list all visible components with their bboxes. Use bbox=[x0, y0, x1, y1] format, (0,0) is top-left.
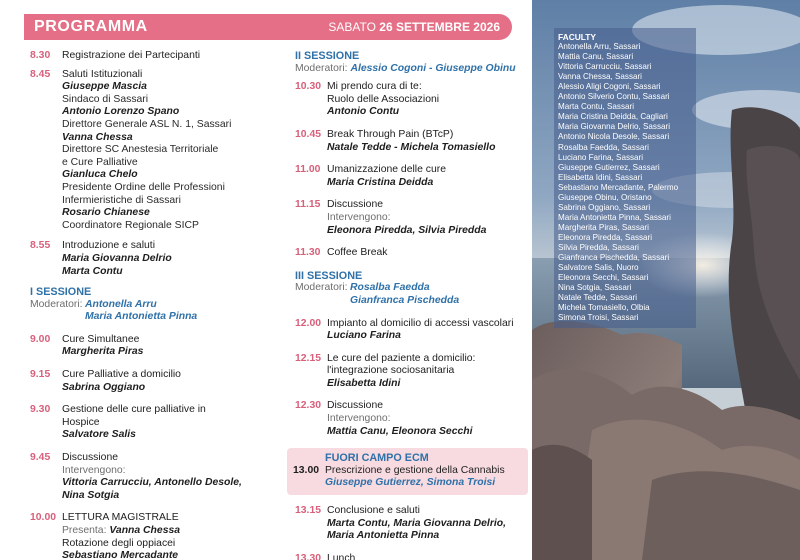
item-title: Discussione bbox=[327, 400, 384, 412]
faculty-member: Marta Contu, Sassari bbox=[558, 102, 635, 112]
speaker-role: Coordinatore Regionale SICP bbox=[62, 219, 199, 231]
item-title: Gestione delle cure palliative in bbox=[62, 404, 206, 416]
moderators bbox=[295, 282, 520, 307]
time-label: 9.45 bbox=[30, 452, 51, 464]
item-title: Coffee Break bbox=[327, 247, 388, 259]
program-column-middle bbox=[295, 50, 520, 560]
schedule-item bbox=[30, 240, 280, 278]
item-title: Cure Simultanee bbox=[62, 333, 140, 345]
time-label: 11.30 bbox=[295, 247, 321, 259]
faculty-member: Eleonora Secchi, Sassari bbox=[558, 273, 649, 283]
speaker-name: Maria Antonietta Pinna bbox=[327, 530, 440, 542]
faculty-member: Alessio Aligi Cogoni, Sassari bbox=[558, 82, 661, 92]
faculty-member: Vanna Chessa, Sassari bbox=[558, 72, 642, 82]
speaker-name: Gianluca Chelo bbox=[62, 169, 138, 181]
item-title: Break Through Pain (BTcP) bbox=[327, 128, 454, 140]
moderator-name: Gianfranca Pischedda bbox=[350, 294, 460, 306]
program-column-left bbox=[30, 50, 280, 560]
faculty-member: Silvia Piredda, Sassari bbox=[558, 242, 639, 252]
schedule-item bbox=[30, 50, 280, 63]
presenter-row bbox=[62, 525, 280, 538]
schedule-item bbox=[30, 512, 280, 560]
time-label: 13.00 bbox=[293, 464, 320, 476]
speaker-name: Nina Sotgia bbox=[62, 489, 120, 501]
time-label: 9.00 bbox=[30, 333, 51, 345]
schedule-item bbox=[293, 465, 522, 490]
speaker-name: Mattia Canu, Eleonora Secchi bbox=[327, 425, 473, 437]
item-title-line2: Hospice bbox=[62, 416, 100, 428]
speaker-name: Sabrina Oggiano bbox=[62, 381, 146, 393]
item-title-line2: Ruolo delle Associazioni bbox=[327, 93, 440, 105]
faculty-member: Maria Cristina Deidda, Cagliari bbox=[558, 112, 668, 122]
item-title: LETTURA MAGISTRALE bbox=[62, 512, 179, 524]
speaker-name: Maria Giovanna Delrio bbox=[62, 252, 172, 264]
speaker-name: Eleonora Piredda, Silvia Piredda bbox=[327, 224, 487, 236]
item-title: Introduzione e saluti bbox=[62, 240, 155, 252]
session-title: II SESSIONE bbox=[295, 50, 360, 62]
faculty-member: Elisabetta Idini, Sassari bbox=[558, 172, 643, 182]
item-title: Saluti Istituzionali bbox=[62, 68, 143, 80]
faculty-names bbox=[558, 42, 698, 323]
schedule-item bbox=[30, 404, 280, 442]
time-label: 10.30 bbox=[295, 81, 322, 93]
speaker-role: e Cure Palliative bbox=[62, 156, 138, 168]
time-label: 8.45 bbox=[30, 68, 51, 80]
time-label: 12.00 bbox=[295, 317, 322, 329]
schedule-item bbox=[295, 164, 520, 189]
speaker-role: Direttore Generale ASL N. 1, Sassari bbox=[62, 118, 232, 130]
speaker-name: Maria Cristina Deidda bbox=[327, 176, 434, 188]
speaker-role: Infermieristiche di Sassari bbox=[62, 194, 181, 206]
speaker-role: Sindaco di Sassari bbox=[62, 93, 149, 105]
moderator-name: Antonella Arru bbox=[85, 298, 157, 310]
speaker-name: Rosario Chianese bbox=[62, 207, 150, 219]
session-1 bbox=[30, 286, 280, 324]
time-label: 10.45 bbox=[295, 128, 322, 140]
faculty-member: Antonio Nicola Desole, Sassari bbox=[558, 132, 670, 142]
moderator-name: Alessio Cogoni - Giuseppe Obinu bbox=[350, 62, 516, 74]
schedule-item bbox=[30, 69, 280, 233]
item-title: Umanizzazione delle cure bbox=[327, 164, 446, 176]
schedule-item bbox=[295, 400, 520, 438]
schedule-item bbox=[30, 334, 280, 359]
item-title: Mi prendo cura di te: bbox=[327, 81, 422, 93]
intervengono-label: Intervengono: bbox=[62, 464, 126, 476]
time-label: 12.30 bbox=[295, 400, 322, 412]
faculty-member: Simona Troisi, Sassari bbox=[558, 313, 639, 323]
item-title: Impianto al domicilio di accessi vascolari bbox=[327, 317, 514, 329]
item-title: Discussione bbox=[327, 199, 384, 211]
time-label: 13.30 bbox=[295, 552, 322, 560]
intervengono-label: Intervengono: bbox=[327, 211, 391, 223]
speaker-name: Sebastiano Mercadante bbox=[62, 550, 179, 560]
speaker-name: Marta Contu bbox=[62, 265, 123, 277]
presenter-name: Vanna Chessa bbox=[109, 525, 181, 536]
speaker-name: Vanna Chessa bbox=[62, 131, 133, 143]
time-label: 8.55 bbox=[30, 240, 51, 252]
schedule-item bbox=[295, 81, 520, 119]
faculty-member: Sebastiano Mercadante, Palermo bbox=[558, 182, 679, 192]
faculty-list bbox=[558, 32, 698, 323]
faculty-member: Antonio Silverio Contu, Sassari bbox=[558, 92, 670, 102]
faculty-member: Rosalba Faedda, Sassari bbox=[558, 142, 649, 152]
moderator-name: Maria Antonietta Pinna bbox=[85, 311, 198, 323]
moderators bbox=[30, 299, 280, 324]
item-title-line2: l'integrazione sociosanitaria bbox=[327, 365, 455, 377]
faculty-member: Vittoria Carrucciu, Sassari bbox=[558, 62, 652, 72]
item-title: Conclusione e saluti bbox=[327, 505, 420, 517]
item-title: Lunch bbox=[327, 552, 356, 560]
programma-header bbox=[24, 14, 512, 40]
faculty-member: Antonella Arru, Sassari bbox=[558, 42, 641, 52]
intervengono-label: Intervengono: bbox=[327, 413, 391, 425]
time-label: 13.15 bbox=[295, 505, 322, 517]
faculty-member: Maria Antonietta Pinna, Sassari bbox=[558, 212, 671, 222]
presenta-label: Presenta: bbox=[62, 525, 107, 536]
speaker-name: Antonio Contu bbox=[327, 106, 400, 118]
faculty-member: Salvatore Salis, Nuoro bbox=[558, 263, 639, 273]
schedule-item bbox=[295, 553, 520, 560]
schedule-item bbox=[295, 129, 520, 154]
speaker-name: Natale Tedde - Michela Tomasiello bbox=[327, 141, 496, 153]
faculty-member: Gianfranca Pischedda, Sassari bbox=[558, 253, 670, 263]
lecture-subtitle: Rotazione degli oppiacei bbox=[62, 537, 176, 549]
item-title: Prescrizione e gestione della Cannabis bbox=[325, 464, 505, 476]
speaker-name: Salvatore Salis bbox=[62, 429, 136, 441]
speaker-role: Direttore SC Anestesia Territoriale bbox=[62, 144, 219, 156]
moderator-name: Rosalba Faedda bbox=[350, 282, 430, 294]
speaker-role: Presidente Ordine delle Professioni bbox=[62, 181, 225, 193]
fuori-title: FUORI CAMPO ECM bbox=[325, 452, 429, 465]
speaker-name: Marta Contu, Maria Giovanna Delrio, bbox=[327, 517, 506, 529]
schedule-item bbox=[295, 247, 520, 260]
time-label: 8.30 bbox=[30, 50, 51, 61]
faculty-member: Giuseppe Gutierrez, Sassari bbox=[558, 162, 660, 172]
faculty-member: Maria Giovanna Delrio, Sassari bbox=[558, 122, 671, 132]
item-title: Le cure del paziente a domicilio: bbox=[327, 352, 476, 364]
faculty-member: Margherita Piras, Sassari bbox=[558, 222, 649, 232]
time-label: 10.00 bbox=[30, 512, 57, 524]
speaker-name: Margherita Piras bbox=[62, 346, 144, 358]
schedule-item bbox=[295, 505, 520, 543]
moderators-label: Moderatori: bbox=[295, 282, 348, 294]
faculty-member: Michela Tomasiello, Olbia bbox=[558, 303, 650, 313]
schedule-item bbox=[30, 452, 280, 502]
schedule-item bbox=[295, 199, 520, 237]
time-label: 11.15 bbox=[295, 199, 321, 211]
session-title: I SESSIONE bbox=[30, 286, 92, 299]
time-label: 11.00 bbox=[295, 164, 321, 176]
speaker-name: Antonio Lorenzo Spano bbox=[62, 106, 180, 118]
faculty-member: Sabrina Oggiano, Sassari bbox=[558, 202, 651, 212]
session-2 bbox=[295, 50, 520, 75]
speaker-name: Giuseppe Gutierrez, Simona Troisi bbox=[325, 477, 496, 489]
session-3 bbox=[295, 270, 520, 308]
faculty-member: Giuseppe Obinu, Oristano bbox=[558, 192, 652, 202]
time-label: 12.15 bbox=[295, 352, 322, 364]
schedule-item bbox=[295, 353, 520, 391]
time-label: 9.30 bbox=[30, 404, 51, 416]
faculty-member: Eleonora Piredda, Sassari bbox=[558, 232, 653, 242]
item-title: Cure Palliative a domicilio bbox=[62, 369, 181, 381]
speaker-name: Giuseppe Mascia bbox=[62, 81, 147, 93]
schedule-item bbox=[30, 369, 280, 394]
page-title: PROGRAMMA bbox=[34, 18, 148, 35]
schedule-item bbox=[295, 318, 520, 343]
item-title: Discussione bbox=[62, 452, 119, 464]
speaker-name: Luciano Farina bbox=[327, 330, 401, 342]
moderators-label: Moderatori: bbox=[30, 298, 83, 310]
event-date: SABATO 26 SETTEMBRE 2026 bbox=[328, 20, 500, 34]
speaker-name: Vittoria Carrucciu, Antonello Desole, bbox=[62, 477, 242, 489]
item-title: Registrazione dei Partecipanti bbox=[62, 50, 201, 61]
time-label: 9.15 bbox=[30, 369, 51, 381]
faculty-title: FACULTY bbox=[558, 32, 596, 42]
faculty-member: Mattia Canu, Sassari bbox=[558, 52, 634, 62]
moderators-label: Moderatori: bbox=[295, 62, 348, 74]
faculty-member: Luciano Farina, Sassari bbox=[558, 152, 644, 162]
speaker-name: Elisabetta Idini bbox=[327, 377, 401, 389]
faculty-member: Natale Tedde, Sassari bbox=[558, 293, 638, 303]
session-title: III SESSIONE bbox=[295, 269, 363, 282]
faculty-member: Nina Sotgia, Sassari bbox=[558, 283, 632, 293]
fuori-campo-ecm-box bbox=[287, 448, 528, 495]
